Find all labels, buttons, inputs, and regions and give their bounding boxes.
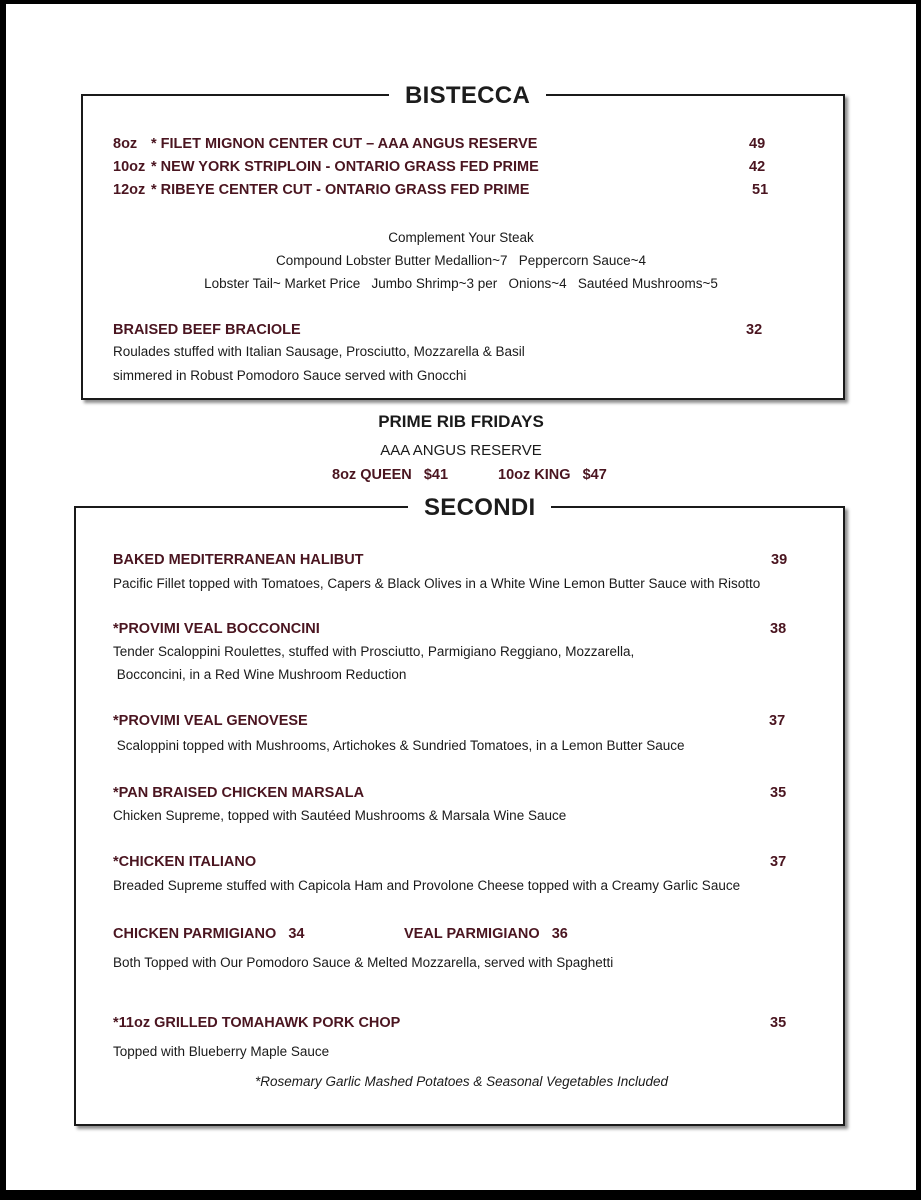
- steak-size: 12oz: [113, 182, 146, 198]
- sides-footnote: *Rosemary Garlic Mashed Potatoes & Seasonal Vegetables Included: [255, 1074, 668, 1089]
- steak-name: * RIBEYE CENTER CUT - ONTARIO GRASS FED PRIME: [151, 182, 530, 198]
- steak-price: 49: [749, 136, 766, 152]
- dish-desc: Chicken Supreme, topped with Sautéed Mushrooms & Marsala Wine Sauce: [113, 808, 567, 823]
- dish-name: BAKED MEDITERRANEAN HALIBUT: [113, 552, 364, 568]
- complement-heading: Complement Your Steak: [388, 230, 534, 245]
- braciole-name: BRAISED BEEF BRACIOLE: [113, 322, 301, 338]
- secondi-title: SECONDI: [408, 494, 551, 522]
- parmigiano-desc: Both Topped with Our Pomodoro Sauce & Melted Mozzarella, served with Spaghetti: [113, 955, 614, 970]
- dish-price: 38: [770, 621, 787, 637]
- chicken-parmigiano: CHICKEN PARMIGIANO 34: [113, 926, 305, 942]
- steak-price: 51: [752, 182, 769, 198]
- menu-page: [6, 4, 916, 1190]
- dish-name: *PROVIMI VEAL BOCCONCINI: [113, 621, 320, 637]
- dish-price: 35: [770, 785, 787, 801]
- dish-price: 39: [771, 552, 788, 568]
- steak-name: * NEW YORK STRIPLOIN - ONTARIO GRASS FED PRIME: [151, 159, 539, 175]
- prime-rib-title: PRIME RIB FRIDAYS: [378, 412, 544, 431]
- steak-size: 8oz: [113, 136, 138, 152]
- pork-chop-name: *11oz GRILLED TOMAHAWK PORK CHOP: [113, 1015, 401, 1031]
- steak-price: 42: [749, 159, 766, 175]
- dish-desc: Pacific Fillet topped with Tomatoes, Capers & Black Olives in a White Wine Lemon Butter Sauce with Risotto: [113, 576, 761, 591]
- dish-desc: Scaloppini topped with Mushrooms, Artichokes & Sundried Tomatoes, in a Lemon Butter Sauce: [113, 738, 685, 753]
- bistecca-title: BISTECCA: [389, 82, 546, 110]
- dish-desc: Breaded Supreme stuffed with Capicola Ham and Provolone Cheese topped with a Creamy Garlic Sauce: [113, 878, 741, 893]
- pork-chop-price: 35: [770, 1015, 787, 1031]
- braciole-price: 32: [746, 322, 763, 338]
- dish-name: *CHICKEN ITALIANO: [113, 854, 257, 870]
- braciole-desc: simmered in Robust Pomodoro Sauce served with Gnocchi: [113, 368, 467, 383]
- steak-name: * FILET MIGNON CENTER CUT – AAA ANGUS RESERVE: [151, 136, 538, 152]
- complement-line-2: Lobster Tail~ Market Price Jumbo Shrimp~3 per Onions~4 Sautéed Mushrooms~5: [204, 276, 718, 291]
- veal-parmigiano: VEAL PARMIGIANO 36: [404, 926, 568, 942]
- prime-rib-subtitle: AAA ANGUS RESERVE: [380, 442, 542, 459]
- pork-chop-desc: Topped with Blueberry Maple Sauce: [113, 1044, 330, 1059]
- prime-rib-king: 10oz KING $47: [498, 467, 607, 483]
- dish-desc: Bocconcini, in a Red Wine Mushroom Reduction: [113, 667, 407, 682]
- dish-price: 37: [769, 713, 786, 729]
- dish-price: 37: [770, 854, 787, 870]
- dish-desc: Tender Scaloppini Roulettes, stuffed with Prosciutto, Parmigiano Reggiano, Mozzarella,: [113, 644, 635, 659]
- dish-name: *PAN BRAISED CHICKEN MARSALA: [113, 785, 365, 801]
- complement-line-1: Compound Lobster Butter Medallion~7 Peppercorn Sauce~4: [276, 253, 646, 268]
- prime-rib-queen: 8oz QUEEN $41: [332, 467, 449, 483]
- steak-size: 10oz: [113, 159, 146, 175]
- dish-name: *PROVIMI VEAL GENOVESE: [113, 713, 308, 729]
- braciole-desc: Roulades stuffed with Italian Sausage, Prosciutto, Mozzarella & Basil: [113, 344, 525, 359]
